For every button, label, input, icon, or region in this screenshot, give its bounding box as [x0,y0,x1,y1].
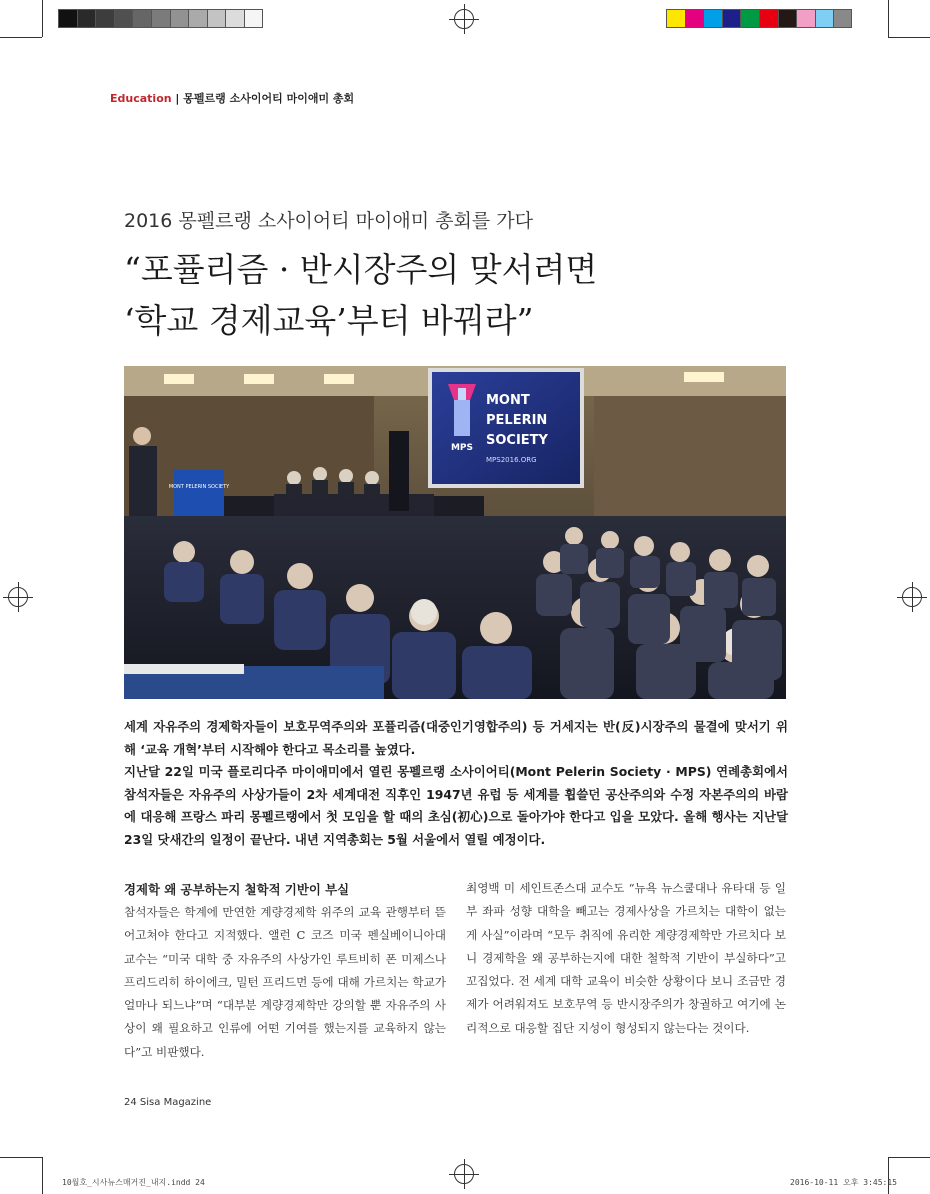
crop-mark [888,1157,930,1158]
conference-scene [124,366,786,699]
calibration-swatch [722,9,741,28]
crop-mark [888,1157,889,1194]
screen-line-2: PELERIN [486,413,548,428]
calibration-swatch [188,9,207,28]
color-calibration-bar [666,9,852,28]
calibration-swatch [815,9,834,28]
registration-mark-icon [454,1164,474,1184]
calibration-swatch [740,9,759,28]
page-footer [124,1097,211,1108]
crop-mark [42,0,43,37]
screen-line-3: SOCIETY [486,433,548,448]
calibration-swatch [225,9,244,28]
headline-line-1: “포퓰리즘 · 반시장주의 맞서려면 [124,250,598,289]
calibration-swatch [703,9,722,28]
calibration-swatch [77,9,96,28]
calibration-swatch [685,9,704,28]
crop-mark [888,37,930,38]
calibration-swatch [114,9,133,28]
body-column-1: 참석자들은 학계에 만연한 계량경제학 위주의 교육 관행부터 뜯어고쳐야 한다고 지적했다. 앨런 C 코즈 미국 펜실베이니아대 교수는 “미국 대학 중 자유주의 사상가인 루트비히 폰 미제스나 프리드리히 하이에크, 밀턴 프리드먼 등에 대해 가르치는 학교가 얼마나 되느냐”며 “대부분 계량경제학만 강의할 뿐 자유주의 사상이 왜 필요하고 인류에 어떤 기여를 했는지를 교육하지 않는다”고 비판했다. [124,905,446,1059]
headline-line-2: ‘학교 경제교육’부터 바꿔라” [124,301,534,340]
conference-photo [124,366,786,699]
lead-paragraph-2: 지난달 22일 미국 플로리다주 마이애미에서 열린 몽펠르랭 소사이어티(Mont Pelerin Society · MPS) 연례총회에서 참석자들은 자유주의 사상가들이 2차 세계대전 직후인 1947년 유럽 등 세계를 휩쓸던 공산주의와 수정 자본주의의 바람에 대응해 프랑스 파리 몽펠르랭에서 첫 모임을 할 때의 초심(初心)으로 돌아가야 한다고 입을 모았다. 올해 행사는 지난달 23일 닷새간의 일정이 끝난다. 내년 지역총회는 5월 서울에서 열릴 예정이다. [124,764,788,847]
print-slug-timestamp: 2016-10-11 오후 3:45:15 [790,1178,897,1187]
section-subheading: 경제학 왜 공부하는지 철학적 기반이 부실 [124,882,350,897]
calibration-swatch [666,9,685,28]
calibration-swatch [151,9,170,28]
body-column-2: 최영백 미 세인트존스대 교수도 “뉴욕 뉴스쿨대나 유타대 등 일부 좌파 성향 대학을 빼고는 경제사상을 가르치는 대학이 없는 게 사실”이라며 “모두 취직에 유리한 계량경제학만 가르치다 보니 경제학을 왜 공부하는지에 대한 철학적 기반이 부실하다”고 꼬집었다. 전 세계 대학 교육이 비슷한 상황이다 보니 조금만 경제가 어려워져도 보호무역 등 반시장주의가 창궐하고 여기에 논리적으로 대응할 집단 지성이 형성되지 않는다는 것이다. [466,881,786,1035]
registration-mark-icon [902,587,922,607]
calibration-swatch [58,9,77,28]
section-name: Education [110,92,172,105]
calibration-swatch [244,9,263,28]
calibration-swatch [95,9,114,28]
crop-mark [42,1157,43,1194]
lead-paragraph-1: 세계 자유주의 경제학자들이 보호무역주의와 포퓰리즘(대중인기영합주의) 등 거세지는 반(反)시장주의 물결에 맞서기 위해 ‘교육 개혁’부터 시작해야 한다고 목소리를 높였다. [124,719,788,757]
registration-mark-icon [454,9,474,29]
section-separator: | [171,92,184,105]
page-number: 24 [124,1097,137,1108]
magazine-name: Sisa Magazine [139,1097,212,1108]
calibration-swatch [207,9,226,28]
calibration-swatch [778,9,797,28]
calibration-swatch [132,9,151,28]
calibration-swatch [170,9,189,28]
print-slug-file: 10월호_시사뉴스매거진_내지.indd 24 [62,1178,205,1187]
article-kicker: 2016 몽펠르랭 소사이어티 마이애미 총회를 가다 [124,210,533,232]
crop-mark [0,37,42,38]
podium-label: MONT PELERIN SOCIETY [168,484,230,490]
screen-url: MPS2016.ORG [486,456,537,464]
section-label [110,90,354,106]
registration-mark-icon [8,587,28,607]
calibration-swatch [759,9,778,28]
crop-mark [0,1157,42,1158]
grayscale-calibration-bar [58,9,263,28]
calibration-swatch [796,9,815,28]
article-lead [124,716,788,852]
screen-logo-text: MPS [450,443,474,453]
section-topic: 몽펠르랭 소사이어티 마이애미 총회 [183,92,355,105]
crop-mark [888,0,889,37]
calibration-swatch [833,9,852,28]
screen-line-1: MONT [486,393,530,408]
